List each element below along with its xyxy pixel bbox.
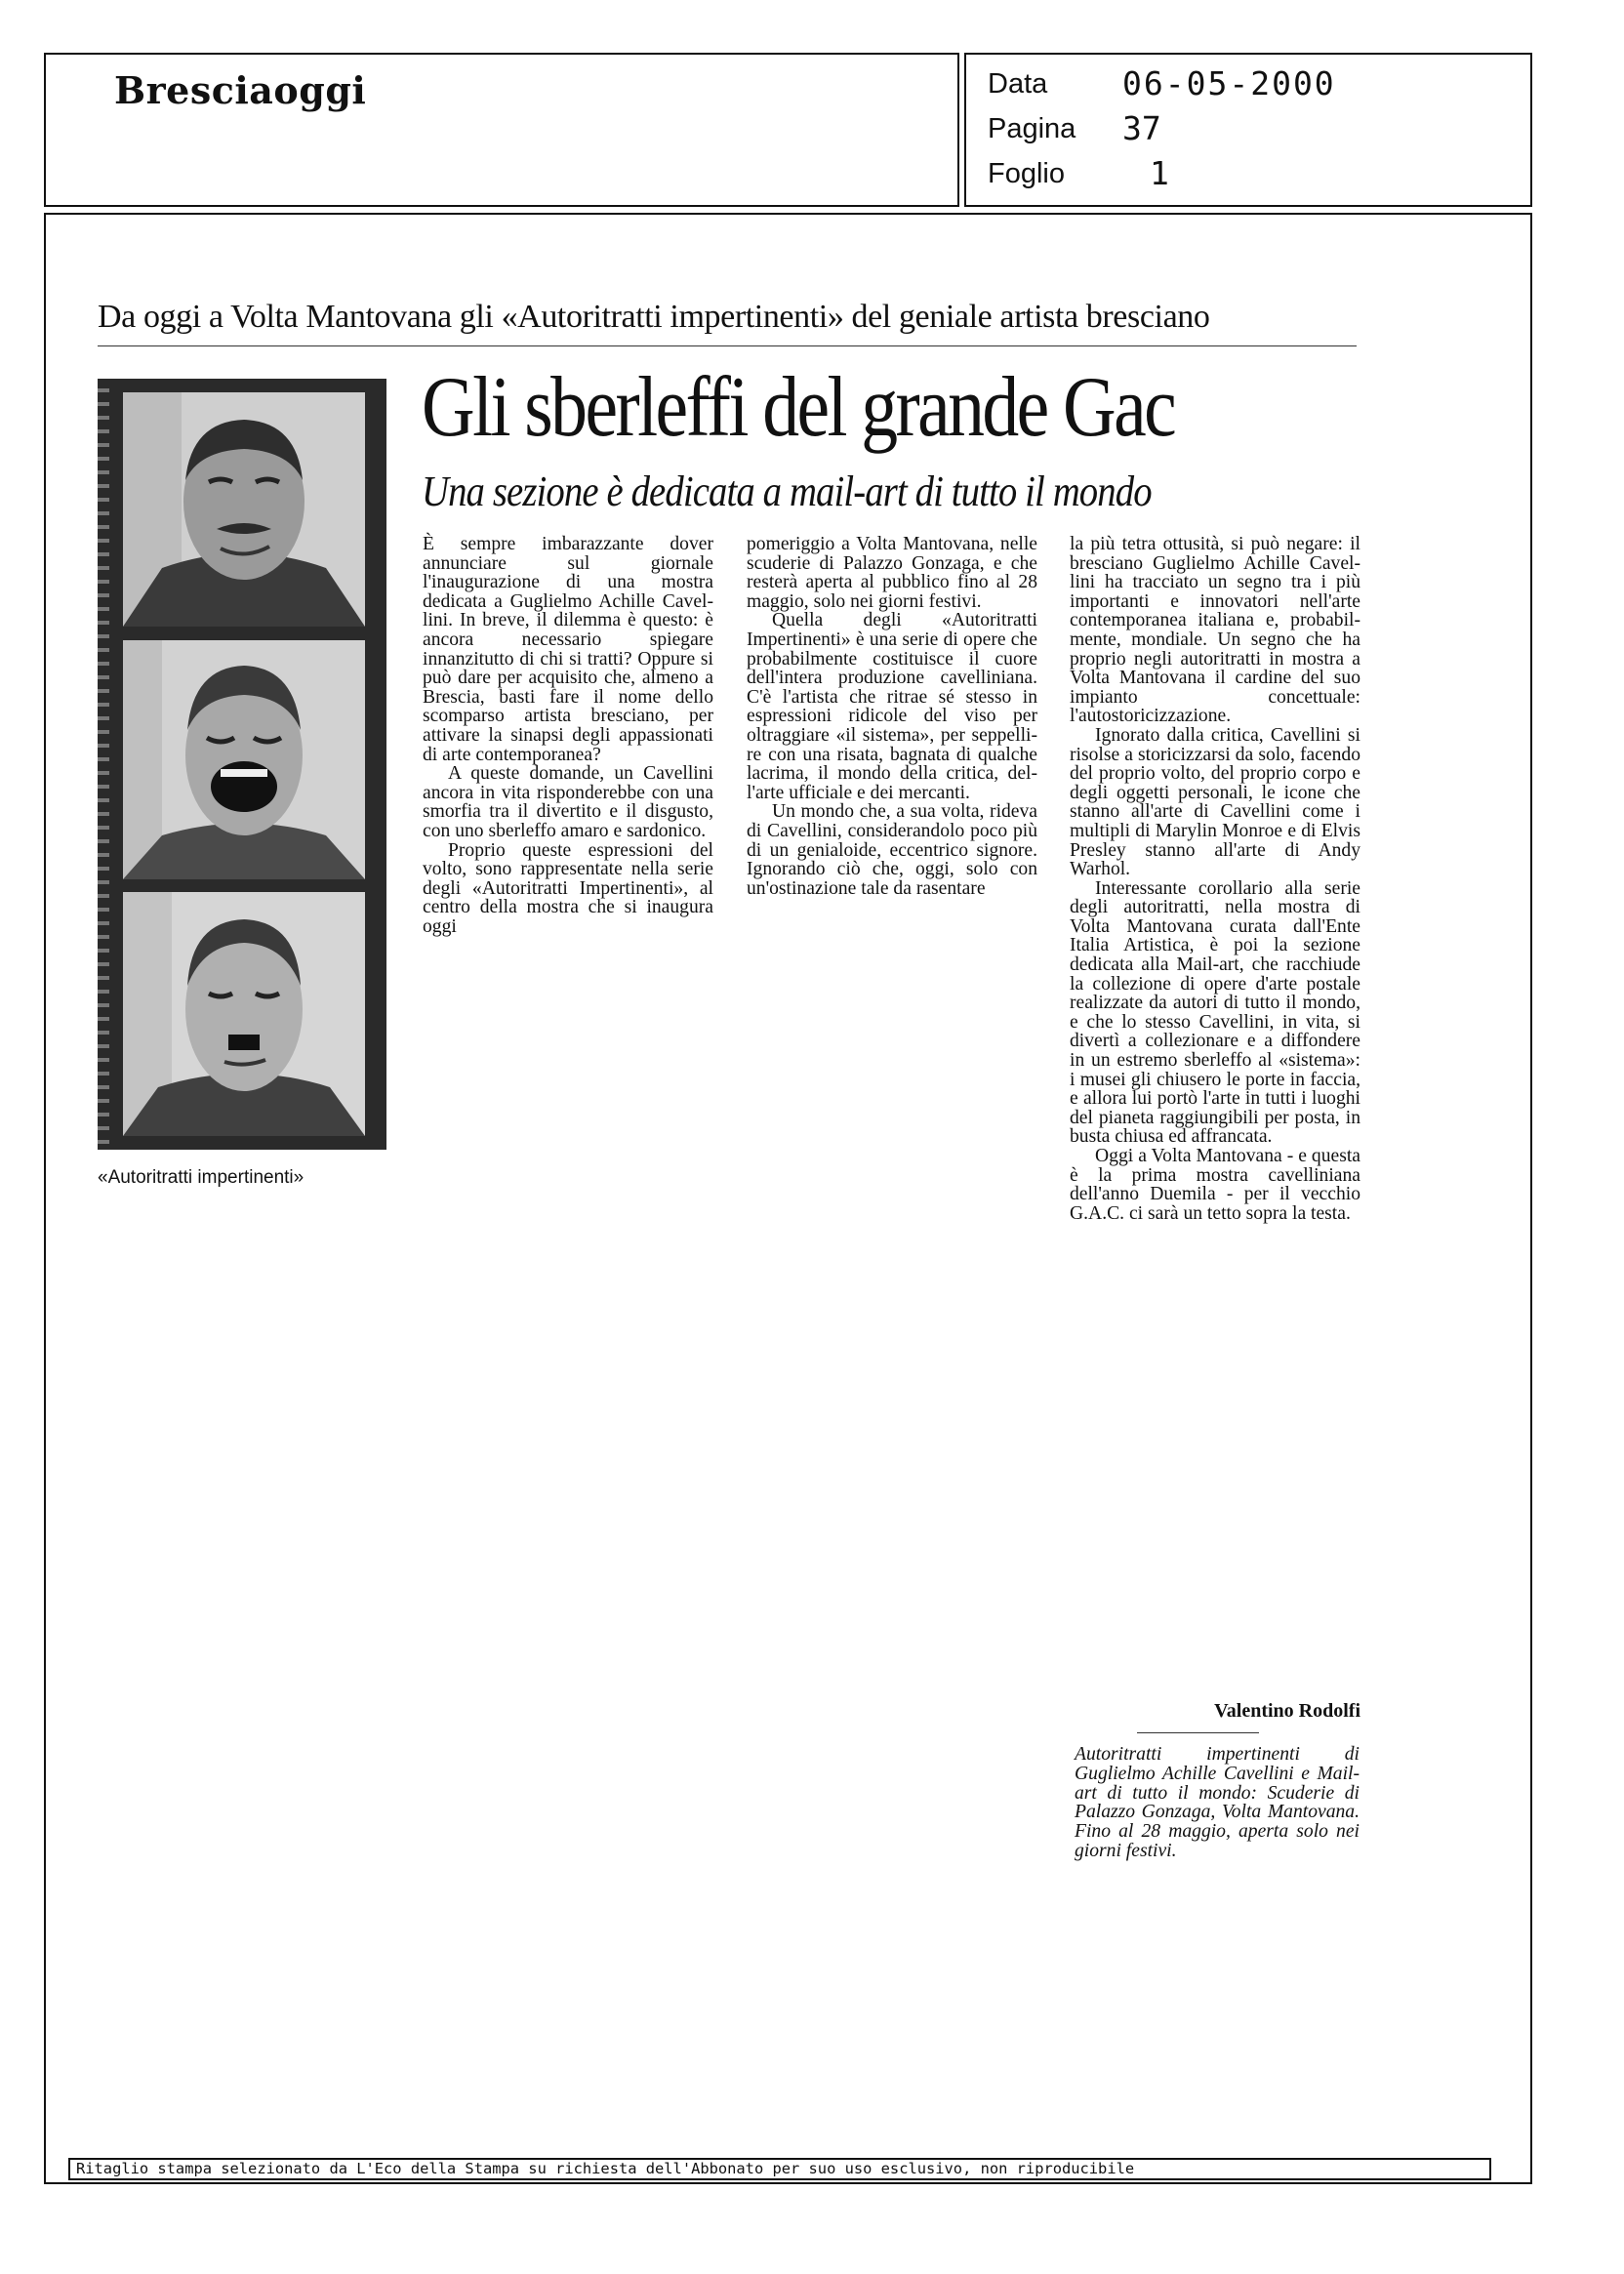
- paragraph: Quella degli «Autoritratti Impertinenti» è una serie di opere che probabilmente costituisce il cuore dell'intera produzione cavelliniana. C'è l'artista che ritrae sé stesso in espressioni ridicole del viso per oltraggiare «il sistema», per seppellire con una risata, bagnata di qualche lacrima, il mondo della critica, dell'arte ufficiale e dei mercanti.: [747, 610, 1037, 803]
- pagina-label: Pagina: [988, 113, 1076, 144]
- photo-caption: «Autoritratti impertinenti»: [98, 1167, 304, 1188]
- byline-rule: [1137, 1732, 1259, 1733]
- self-portrait-photo-1: [123, 392, 365, 627]
- paragraph: A queste domande, un Cavellini ancora in vita risponderebbe con una smorfia tra il divertito e il disgusto, con uno sberleffo amaro e sardonico.: [423, 763, 713, 841]
- newspaper-logo: Bresciaoggi: [114, 68, 367, 112]
- paragraph: pomeriggio a Volta Mantovana, nelle scuderie di Palazzo Gonzaga, e che resterà aperta al pubblico fino al 28 maggio, solo nei giorni festivi.: [747, 534, 1037, 612]
- foglio-value: 1: [1150, 154, 1169, 192]
- paragraph: la più tetra ottusità, si può negare: il bresciano Guglielmo Achille Cavellini ha tracciato un segno tra i più importanti e innovatori nell'arte contemporanea italiana e, probabilmente, mondiale. Un segno che ha proprio negli autoritratti in mostra a Volta Mantovana il cardine del suo impianto concettuale: l'autostoricizzazione.: [1070, 534, 1360, 727]
- self-portrait-photo-2: [123, 640, 365, 879]
- article-headline: Gli sberleffi del grande Gac: [422, 360, 1175, 455]
- portrait-grimace-image: [123, 892, 365, 1136]
- paragraph: Interessante corollario alla serie degli autoritratti, nella mostra di Volta Mantovana curata dall'Ente Italia Artistica, è poi la sezione dedicata alla Mail-art, che racchiude la collezione di opere d'arte postale realizzate da autori di tutto il mondo, e che lo stesso Cavellini, in vita, si divertì a collezionare e a diffondere in un estremo sberleffo al «sistema»: i musei gli chiusero le porte in faccia, e allora lui portò l'arte in tutti i luoghi del pianeta raggiungibili per posta, in busta chiusa ed affrancata.: [1070, 877, 1360, 1148]
- masthead-box: [44, 53, 959, 207]
- metadata-box: [964, 53, 1532, 207]
- article-column-3: [1070, 535, 1360, 1223]
- paragraph: Un mondo che, a sua volta, rideva di Cavellini, considerandolo poco più di un genialoide, eccentrico signore. Ignorando ciò che, oggi, solo con un'ostinazione tale da rasentare: [747, 801, 1037, 899]
- paragraph: Proprio queste espressioni del volto, sono rappresentate nella serie degli «Autoritratti Impertinenti», al centro della mostra che si inaugura oggi: [423, 839, 713, 937]
- data-value: 06-05-2000: [1122, 64, 1336, 102]
- author-byline: Valentino Rodolfi: [1214, 1700, 1360, 1722]
- portrait-smirk-image: [123, 392, 365, 627]
- pagina-value: 37: [1122, 109, 1161, 147]
- paragraph: Ignorato dalla critica, Cavellini si risolse a storicizzarsi da solo, facendo del proprio volto, del proprio corpo e degli oggetti personali, le icone che stanno all'arte di Cavellini come i multipli di Marylin Monroe e di Elvis Presley stanno all'arte di Andy Warhol.: [1070, 724, 1360, 880]
- paragraph: È sempre imbarazzante dover annunciare sul giornale l'inaugurazione di una mostra dedicata a Guglielmo Achille Cavellini. In breve, il dilemma è questo: è ancora necessario spiegare innanzitutto di chi si tratti? Oppure si può dare per acquisito che, almeno a Brescia, basti fare il nome dello scomparso artista bresciano, per attivare la sinapsi degli appassionati di arte contemporanea?: [423, 534, 713, 765]
- data-label: Data: [988, 68, 1048, 100]
- photo-strip: [98, 379, 386, 1150]
- footer-notice: Ritaglio stampa selezionato da L'Eco della Stampa su richiesta dell'Abbonato per suo uso esclusivo, non riproducibile: [68, 2158, 1491, 2180]
- self-portrait-photo-3: [123, 892, 365, 1136]
- foglio-label: Foglio: [988, 158, 1065, 189]
- kicker-rule: [98, 345, 1357, 346]
- article-column-1: [423, 535, 713, 936]
- article-subhead: Una sezione è dedicata a mail-art di tutto il mondo: [422, 467, 1152, 515]
- article-column-2: [747, 535, 1037, 898]
- paragraph: Oggi a Volta Mantovana - e questa è la prima mostra cavelliniana dell'anno Duemila - per il vecchio G.A.C. ci sarà un tetto sopra la testa.: [1070, 1146, 1360, 1224]
- exhibition-info: Autoritratti impertinenti di Guglielmo Achille Cavellini e Mail-art di tutto il mondo: Scuderie di Palazzo Gonzaga, Volta Mantovana. Fino al 28 maggio, aperta solo nei giorni festivi.: [1075, 1744, 1360, 1861]
- article-kicker: Da oggi a Volta Mantovana gli «Autoritratti impertinenti» del geniale artista bresciano: [98, 299, 1210, 335]
- film-edge: [98, 379, 109, 1150]
- portrait-laughing-image: [123, 640, 365, 879]
